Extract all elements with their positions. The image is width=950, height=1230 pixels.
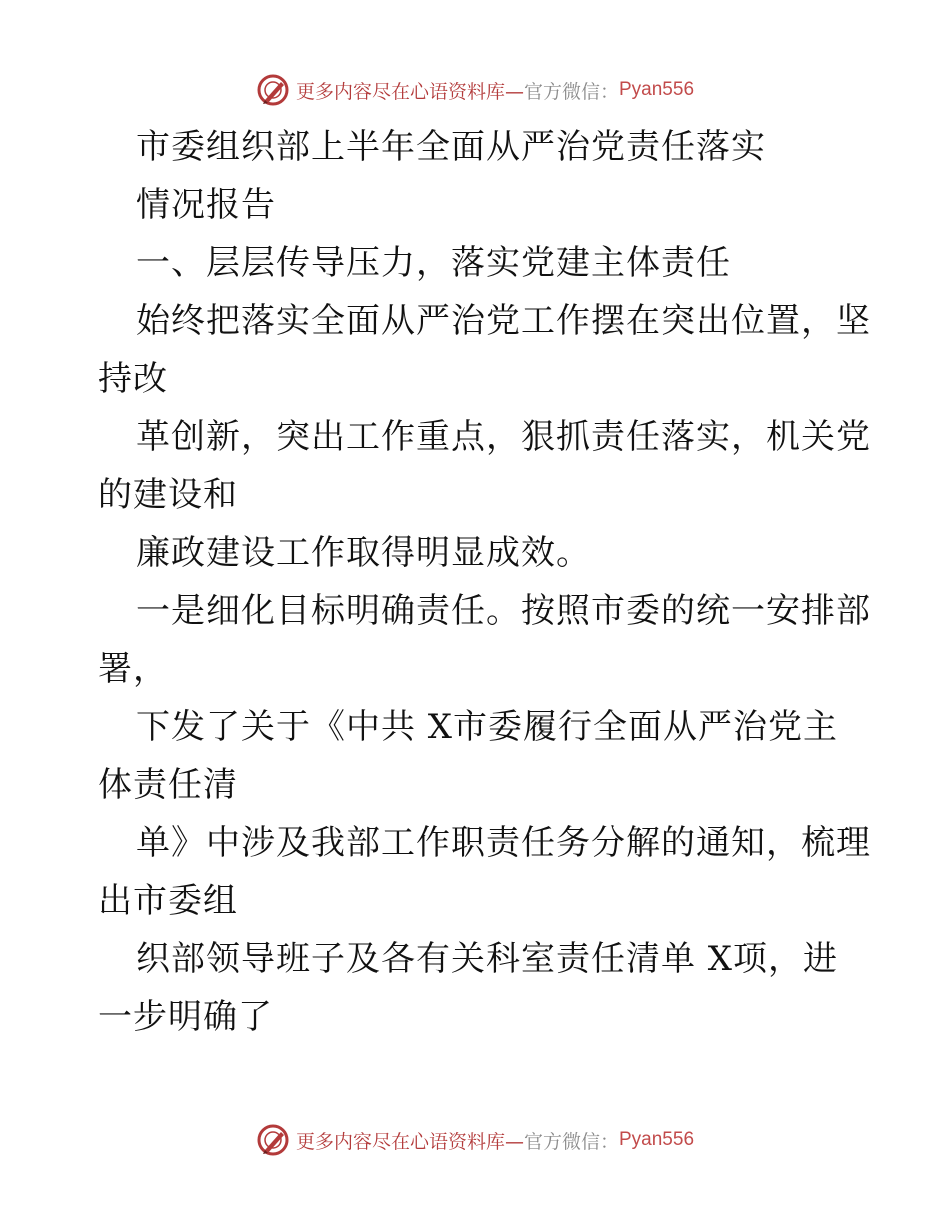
- document-line: 情况报告: [136, 185, 276, 225]
- banner-wechat-id: Pyan556: [619, 1129, 695, 1150]
- footer-banner: [0, 1120, 950, 1160]
- header-banner: [0, 70, 950, 110]
- document-line: 署，: [98, 649, 168, 689]
- document-line: 织部领导班子及各有关科室责任清单 X项，进: [136, 939, 839, 979]
- document-line: 出市委组: [98, 881, 238, 921]
- document-line: 持改: [98, 359, 168, 399]
- section-heading: 一、层层传导压力，落实党建主体责任: [136, 243, 731, 283]
- document-line: 一步明确了: [98, 997, 273, 1037]
- document-line: 市委组织部上半年全面从严治党责任落实: [136, 127, 766, 167]
- document-line: 单》中涉及我部工作职责任务分解的通知，梳理: [136, 823, 871, 863]
- document-line: 体责任清: [98, 765, 238, 805]
- banner-wechat-label: 官方微信：: [523, 1130, 619, 1153]
- banner-wechat-label: 官方微信：: [523, 80, 619, 103]
- document-line: 的建设和: [98, 475, 238, 515]
- banner-text: 更多内容尽在心语资料库—: [295, 80, 524, 103]
- document-line: 下发了关于《中共 X市委履行全面从严治党主: [136, 707, 839, 747]
- document-line: 廉政建设工作取得明显成效。: [136, 533, 591, 573]
- document-line: 革创新，突出工作重点，狠抓责任落实，机关党: [136, 417, 871, 457]
- document-line: 始终把落实全面从严治党工作摆在突出位置，坚: [136, 301, 871, 341]
- banner-wechat-id: Pyan556: [619, 79, 695, 100]
- banner-text: 更多内容尽在心语资料库—: [295, 1130, 524, 1153]
- brand-logo-icon: [256, 73, 290, 107]
- document-line: 一是细化目标明确责任。按照市委的统一安排部: [136, 591, 871, 631]
- brand-logo-icon: [256, 1123, 290, 1157]
- document-body: [98, 118, 871, 1046]
